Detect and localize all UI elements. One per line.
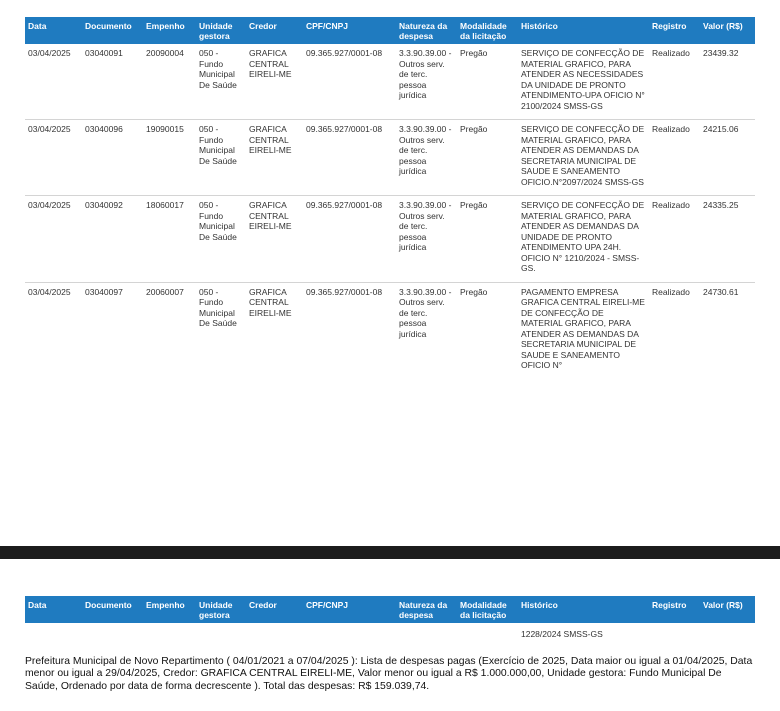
- col-header-historico: Histórico: [518, 17, 649, 44]
- cell-modalidade: Pregão: [460, 286, 488, 297]
- cell-natureza: 3.3.90.39.00 - Outros serv. de terc. pessoa jurídica: [396, 44, 457, 120]
- col-header-valor: Valor (R$): [700, 17, 755, 44]
- cell-natureza: 3.3.90.39.00 - Outros serv. de terc. pessoa jurídica: [396, 120, 457, 196]
- cell-unidade: 050 - Fundo Municipal De Saúde: [196, 44, 246, 120]
- col-header-empenho: Empenho: [143, 17, 196, 44]
- cell-registro: Realizado: [649, 120, 700, 196]
- col-header-historico: Histórico: [518, 596, 649, 623]
- cell-credor: GRAFICA CENTRAL EIRELI-ME: [249, 286, 292, 318]
- col-header-modalidade: Modalidade da licitação: [457, 596, 518, 623]
- expenses-table-continued: [25, 596, 755, 648]
- cell-documento: 03040096: [82, 120, 143, 196]
- cell-documento: 03040097: [85, 286, 123, 297]
- cell-modalidade: Pregão: [457, 44, 518, 120]
- cell-cpf: 09.365.927/0001-08: [303, 120, 396, 196]
- cell-historico: SERVIÇO DE CONFECÇÃO DE MATERIAL GRAFICO, PARA ATENDER AS DEMANDAS DA UNIDADE DE PRONTO ATENDIMENTO UPA 24H. OFICIO N° 1210/2024 - SMSS-GS.: [518, 196, 649, 283]
- col-header-documento: Documento: [82, 17, 143, 44]
- cell-data: 03/04/2025: [25, 196, 82, 283]
- table-row: [25, 44, 755, 120]
- cell-empenho: 19090015: [143, 120, 196, 196]
- col-header-credor: Credor: [246, 17, 303, 44]
- cell-historico: SERVIÇO DE CONFECÇÃO DE MATERIAL GRAFICO, PARA ATENDER AS DEMANDAS DA SECRETARIA MUNICIPAL DE SAUDE E SANEAMENTO OFICIO.N°2097/2024 SMSS-GS: [518, 120, 649, 196]
- cell-unidade: 050 - Fundo Municipal De Saúde: [199, 286, 237, 328]
- col-header-credor: Credor: [246, 596, 303, 623]
- cell-historico: PAGAMENTO EMPRESA GRAFICA CENTRAL EIRELI-ME DE CONFECÇÃO DE MATERIAL GRAFICO, PARA ATENDER AS DEMANDAS DA SECRETARIA MUNICIPAL DE SAUDE E SANEAMENTO OFICIO N°: [521, 286, 645, 370]
- col-header-registro: Registro: [649, 596, 700, 623]
- cell-natureza: 3.3.90.39.00 - Outros serv. de terc. pessoa jurídica: [396, 196, 457, 283]
- cell-modalidade: Pregão: [457, 120, 518, 196]
- cell-registro: Realizado: [649, 196, 700, 283]
- col-header-natureza: Natureza da despesa: [396, 596, 457, 623]
- cell-historico-continuation: 1228/2024 SMSS-GS: [521, 629, 603, 639]
- table-row: [25, 196, 755, 283]
- col-header-data: Data: [25, 596, 82, 623]
- cell-data: 03/04/2025: [28, 286, 71, 297]
- cell-modalidade: Pregão: [457, 196, 518, 283]
- col-header-valor: Valor (R$): [700, 596, 755, 623]
- cell-cpf: 09.365.927/0001-08: [306, 286, 383, 297]
- cell-registro: Realizado: [649, 44, 700, 120]
- table-row: [25, 282, 755, 379]
- table-row: [25, 120, 755, 196]
- col-header-modalidade: Modalidade da licitação: [457, 17, 518, 44]
- report-summary: Prefeitura Municipal de Novo Repartimento ( 04/01/2021 a 07/04/2025 ): Lista de despesas pagas (Exercício de 2025, Data maior ou igual a 01/04/2025, Data menor ou igual a 29/04/2025, Credor: GRAFICA CENTRAL EIRELI-ME, Valor menor ou igual a R$ 1.000.000,00, Unidade gestora: Fundo Municipal De Saúde, Ordenado por data de forma decrescente ). Total das despesas: R$ 159.039,74.: [25, 656, 753, 692]
- cell-data: 03/04/2025: [25, 120, 82, 196]
- col-header-unidade: Unidade gestora: [196, 596, 246, 623]
- cell-valor: 24730.61: [703, 286, 739, 297]
- cell-valor: 24215.06: [700, 120, 755, 196]
- col-header-empenho: Empenho: [143, 596, 196, 623]
- col-header-registro: Registro: [649, 17, 700, 44]
- cell-empenho: 20060007: [146, 286, 184, 297]
- page-separator: [0, 546, 780, 559]
- cell-valor: 23439.32: [700, 44, 755, 120]
- expenses-table: [25, 17, 755, 379]
- cell-empenho: 18060017: [143, 196, 196, 283]
- col-header-unidade: Unidade gestora: [196, 17, 246, 44]
- cell-credor: GRAFICA CENTRAL EIRELI-ME: [246, 44, 303, 120]
- table-row-continuation: [25, 623, 755, 648]
- cell-documento: 03040092: [82, 196, 143, 283]
- cell-valor: 24335.25: [700, 196, 755, 283]
- cell-documento: 03040091: [82, 44, 143, 120]
- cell-credor: GRAFICA CENTRAL EIRELI-ME: [246, 120, 303, 196]
- cell-registro: Realizado: [652, 286, 690, 297]
- page-2: [0, 559, 780, 711]
- col-header-documento: Documento: [82, 596, 143, 623]
- col-header-data: Data: [25, 17, 82, 44]
- table-header-row: [25, 17, 755, 44]
- col-header-cpf: CPF/CNPJ: [303, 596, 396, 623]
- col-header-natureza: Natureza da despesa: [396, 17, 457, 44]
- cell-cpf: 09.365.927/0001-08: [303, 44, 396, 120]
- col-header-cpf: CPF/CNPJ: [303, 17, 396, 44]
- cell-credor: GRAFICA CENTRAL EIRELI-ME: [246, 196, 303, 283]
- cell-unidade: 050 - Fundo Municipal De Saúde: [196, 196, 246, 283]
- cell-empenho: 20090004: [143, 44, 196, 120]
- cell-unidade: 050 - Fundo Municipal De Saúde: [196, 120, 246, 196]
- cell-historico: SERVIÇO DE CONFECÇÃO DE MATERIAL GRAFICO, PARA ATENDER AS NECESSIDADES DA UNIDADE DE PRONTO ATENDIMENTO-UPA OFICIO N° 2100/2024 SMSS-GS: [518, 44, 649, 120]
- cell-data: 03/04/2025: [25, 44, 82, 120]
- cell-cpf: 09.365.927/0001-08: [303, 196, 396, 283]
- table-header-row: [25, 596, 755, 623]
- cell-natureza: 3.3.90.39.00 - Outros serv. de terc. pessoa jurídica: [399, 286, 452, 339]
